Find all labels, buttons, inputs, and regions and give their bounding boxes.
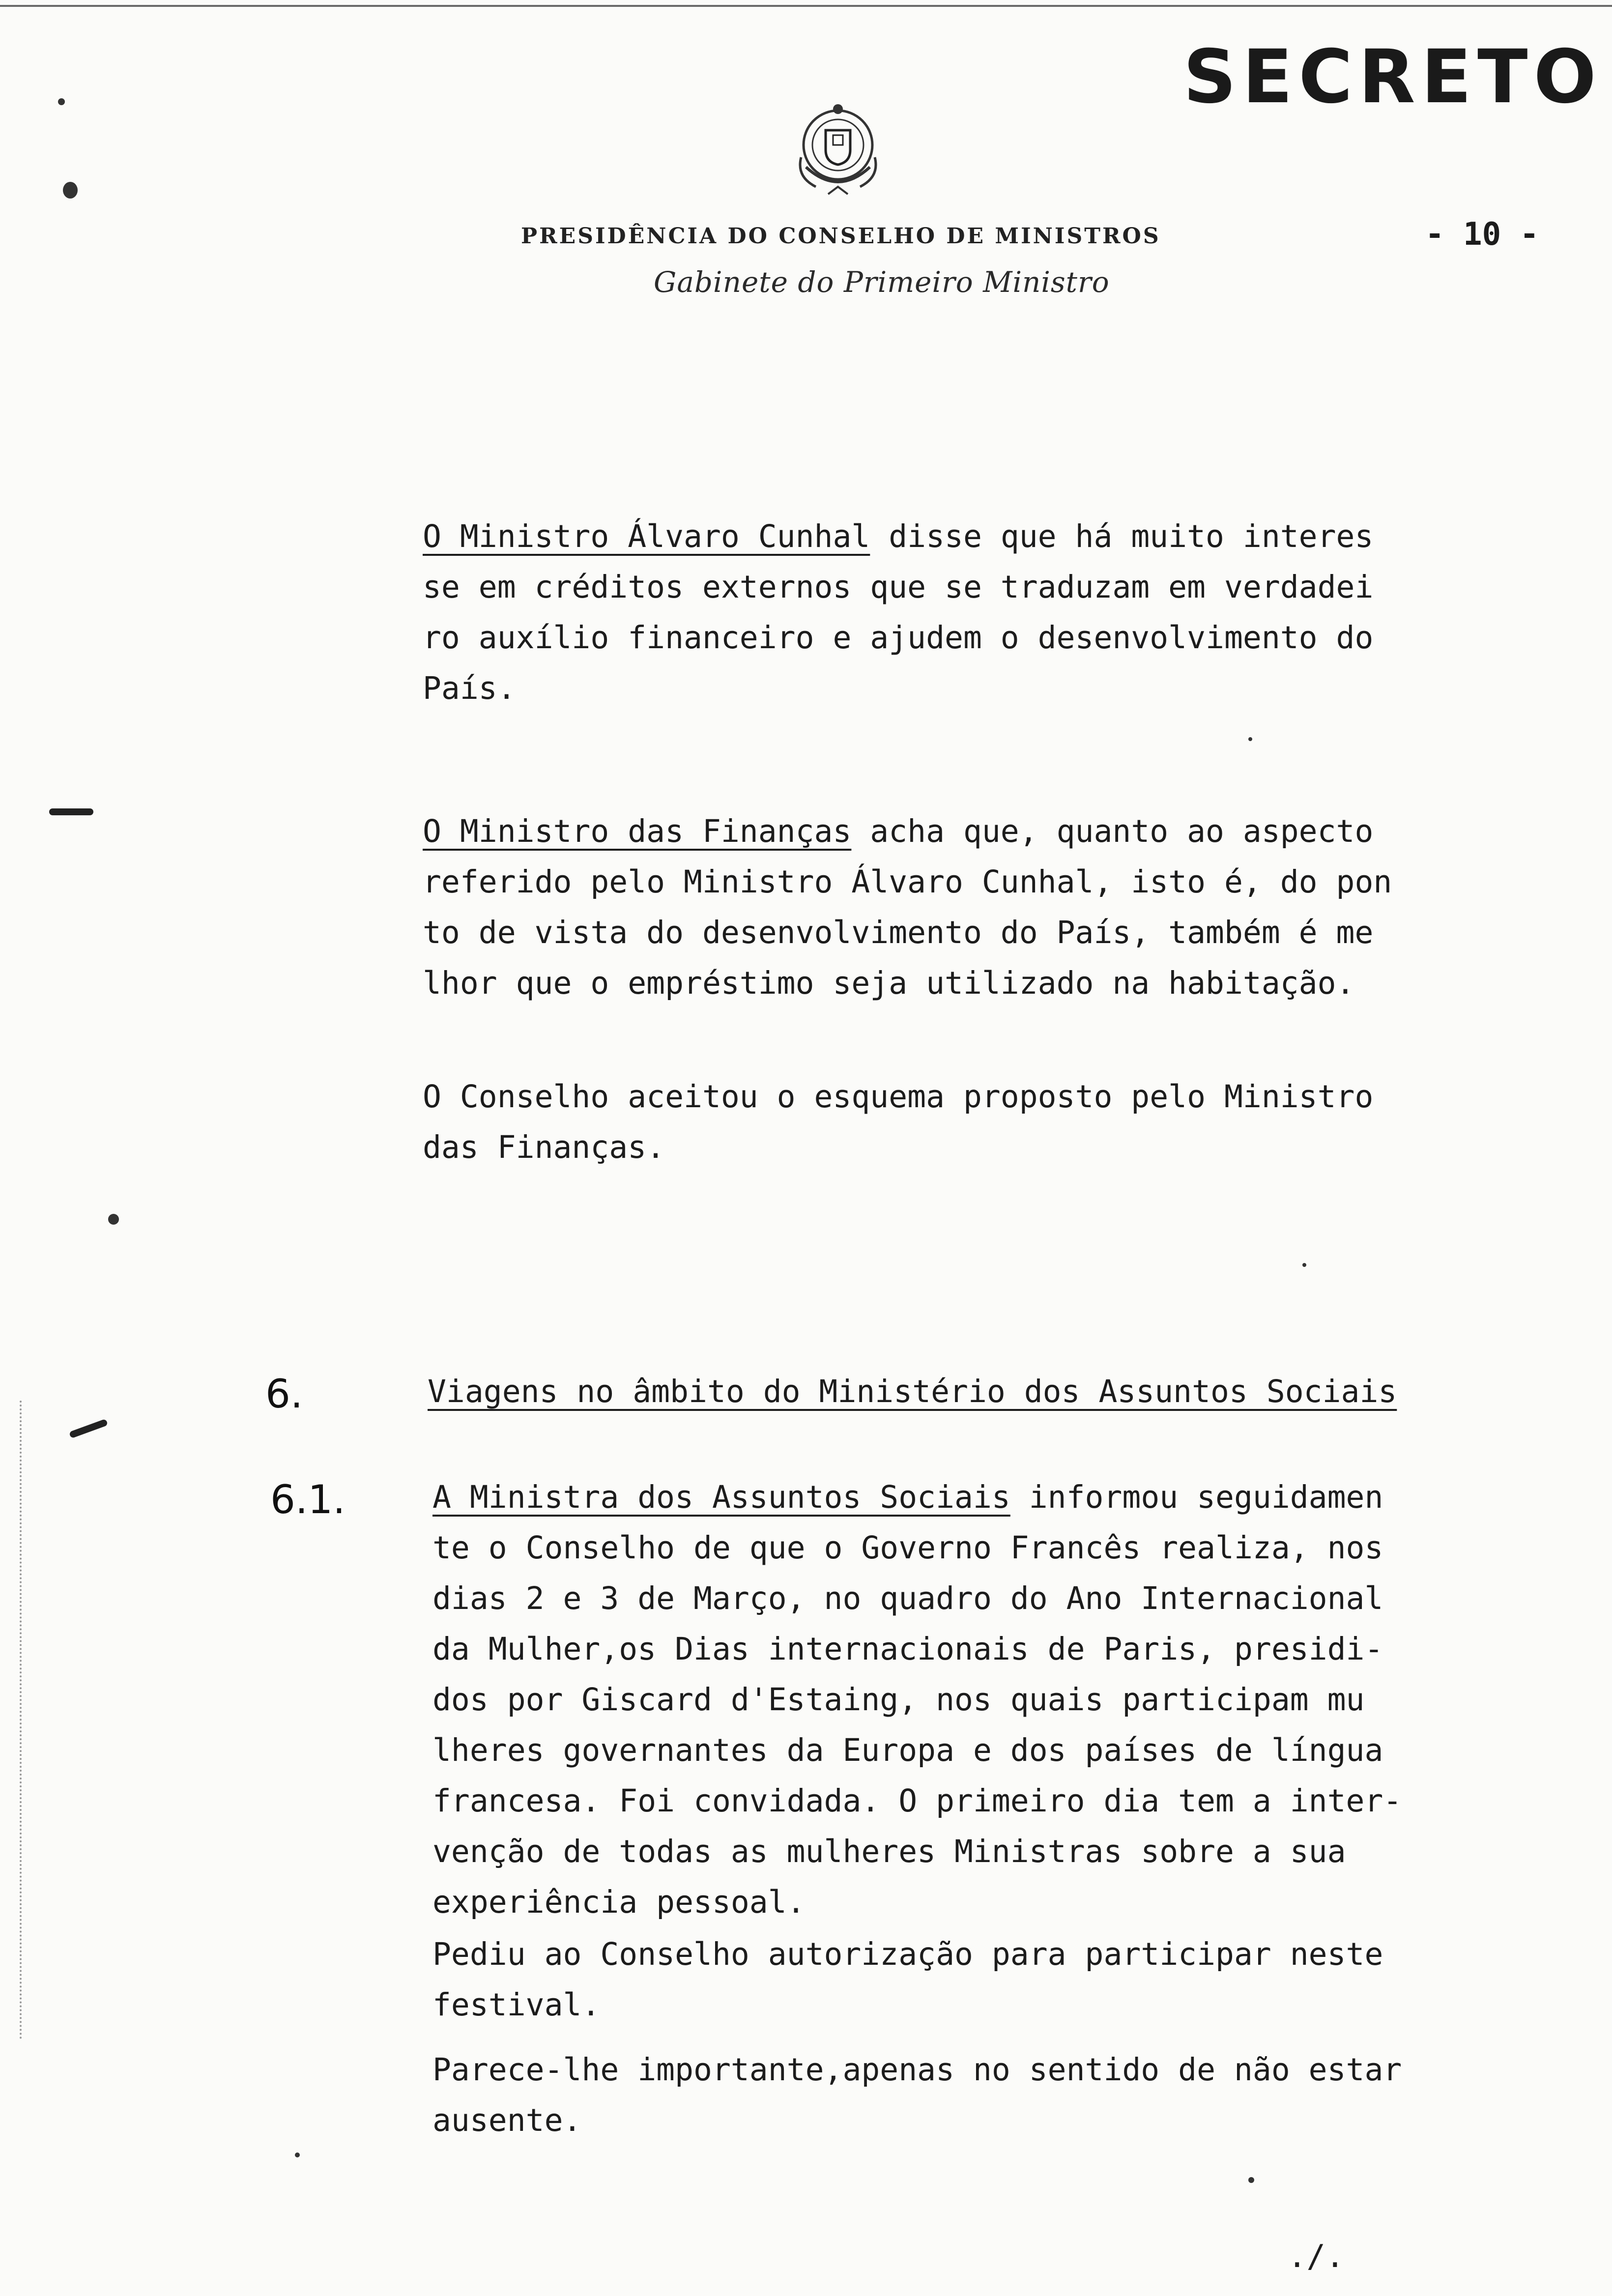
paragraph-2-line-4: lhor que o empréstimo seja utilizado na habitação.	[423, 965, 1355, 1001]
paragraph-5	[432, 1929, 1484, 2030]
binder-mark	[49, 808, 93, 815]
paragraph-5-line-2: festival.	[432, 1987, 601, 2023]
paragraph-4-line-4: da Mulher,os Dias internacionais de Paris, presidi-	[432, 1631, 1383, 1667]
paragraph-3-line-1: O Conselho aceitou o esquema proposto pelo Ministro	[423, 1079, 1374, 1115]
section-title	[428, 1366, 1479, 1417]
paragraph-1	[423, 511, 1474, 714]
scan-speck	[1248, 737, 1252, 741]
paragraph-6-line-1: Parece-lhe importante,apenas no sentido de não estar	[432, 2052, 1402, 2088]
speaker-name: A Ministra dos Assuntos Sociais	[432, 1479, 1010, 1515]
paragraph-2-line-1	[423, 806, 1474, 857]
cabinet-subheading: Gabinete do Primeiro Ministro	[654, 265, 1110, 299]
office-heading: PRESIDÊNCIA DO CONSELHO DE MINISTROS	[521, 224, 1161, 249]
paragraph-1-line-4: País.	[423, 670, 516, 706]
punch-mark	[63, 182, 78, 199]
page-number: - 10 -	[1425, 216, 1539, 253]
paragraph-4-line-7: francesa. Foi convidada. O primeiro dia tem a inter-	[432, 1783, 1402, 1819]
paragraph-4-line-8: venção de todas as mulheres Ministras sobre a sua	[432, 1834, 1346, 1869]
paragraph-4-line-2: te o Conselho de que o Governo Francês realiza, nos	[432, 1530, 1383, 1566]
text-span: acha que, quanto ao aspecto	[851, 813, 1374, 849]
classification-stamp: SECRETO	[1183, 34, 1602, 120]
margin-dotted-line	[20, 1401, 24, 2039]
speaker-name: O Ministro Álvaro Cunhal	[423, 518, 870, 554]
paragraph-2-line-2: referido pelo Ministro Álvaro Cunhal, isto é, do pon	[423, 864, 1392, 900]
paragraph-3	[423, 1071, 1474, 1173]
paragraph-2-line-3: to de vista do desenvolvimento do País, também é me	[423, 915, 1374, 950]
paragraph-4	[432, 1472, 1484, 1927]
scan-speck	[1248, 2177, 1254, 2183]
paragraph-1-line-1	[423, 511, 1474, 562]
coat-of-arms-seal	[781, 93, 894, 216]
paragraph-4-line-1	[432, 1472, 1484, 1522]
continuation-mark: ./.	[1288, 2239, 1345, 2275]
speaker-name: O Ministro das Finanças	[423, 813, 852, 849]
section-title-text: Viagens no âmbito do Ministério dos Assuntos Sociais	[428, 1374, 1397, 1409]
paragraph-4-line-3: dias 2 e 3 de Março, no quadro do Ano Internacional	[432, 1580, 1383, 1616]
paragraph-2	[423, 806, 1474, 1008]
paragraph-4-line-6: lheres governantes da Europa e dos países de língua	[432, 1732, 1383, 1768]
paragraph-1-line-2: se em créditos externos que se traduzam em verdadei	[423, 569, 1374, 605]
binder-mark	[69, 1419, 108, 1439]
paragraph-6	[432, 2044, 1484, 2146]
scan-speck	[58, 98, 65, 105]
text-span: disse que há muito interes	[870, 518, 1374, 554]
scan-speck	[1302, 1263, 1306, 1267]
paragraph-6-line-2: ausente.	[432, 2102, 582, 2138]
top-border-line	[0, 5, 1612, 7]
paragraph-5-line-1: Pediu ao Conselho autorização para participar neste	[432, 1936, 1383, 1972]
subsection-number: 6.1.	[270, 1477, 345, 1522]
paragraph-3-line-2: das Finanças.	[423, 1129, 665, 1165]
text-span: informou seguidamen	[1010, 1479, 1383, 1515]
scan-speck	[108, 1214, 119, 1225]
paragraph-1-line-3: ro auxílio financeiro e ajudem o desenvolvimento do	[423, 620, 1374, 656]
paragraph-4-line-9: experiência pessoal.	[432, 1884, 806, 1920]
paragraph-4-line-5: dos por Giscard d'Estaing, nos quais participam mu	[432, 1682, 1365, 1718]
section-number: 6.	[265, 1371, 303, 1417]
scan-speck	[295, 2152, 300, 2157]
